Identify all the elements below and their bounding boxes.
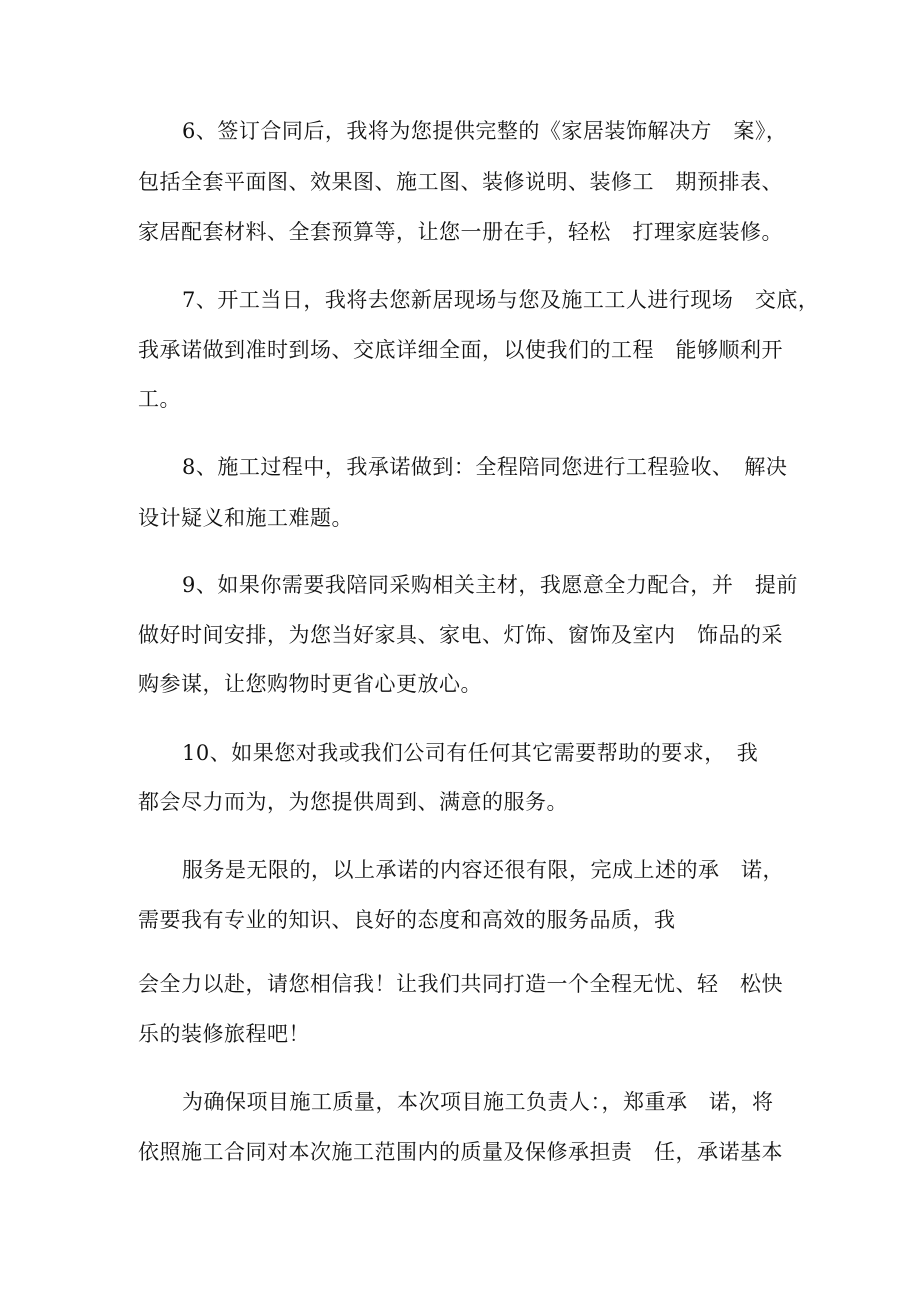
text-line: 10、如果您对我或我们公司有任何其它需要帮助的要求， 我: [182, 741, 759, 765]
text-line: 做好时间安排，为您当好家具、家电、灯饰、窗饰及室内 饰品的采: [138, 623, 783, 647]
text-line: 7、开工当日，我将去您新居现场与您及施工工人进行现场 交底，: [182, 288, 820, 312]
text-line: 我承诺做到准时到场、交底详细全面，以使我们的工程 能够顺利开: [138, 338, 783, 362]
text-line: 设计疑义和施工难题。: [138, 506, 353, 530]
text-line: 包括全套平面图、效果图、施工图、装修说明、装修工 期预排表、: [138, 170, 783, 194]
text-line: 工。: [138, 387, 181, 411]
text-line: 乐的装修旅程吧！: [138, 1022, 310, 1046]
text-line: 8、施工过程中，我承诺做到：全程陪同您进行工程验收、 解决: [182, 455, 788, 479]
text-line: 家居配套材料、全套预算等，让您一册在手，轻松 打理家庭装修。: [138, 220, 783, 244]
text-line: 为确保项目施工质量，本次项目施工负责人：，郑重承 诺，将: [182, 1090, 774, 1114]
text-line: 购参谋，让您购物时更省心更放心。: [138, 672, 482, 696]
text-line: 会全力以赴，请您相信我！让我们共同打造一个全程无忧、轻 松快: [138, 972, 783, 996]
text-line: 都会尽力而为，为您提供周到、满意的服务。: [138, 790, 568, 814]
text-line: 依照施工合同对本次施工范围内的质量及保修承担责 任，承诺基本: [138, 1140, 783, 1164]
text-line: 服务是无限的，以上承诺的内容还很有限，完成上述的承 诺，: [182, 858, 784, 882]
text-line: 需要我有专业的知识、良好的态度和高效的服务品质，我: [138, 908, 676, 932]
text-line: 6、签订合同后，我将为您提供完整的《家居装饰解决方 案》，: [182, 119, 788, 143]
text-line: 9、如果你需要我陪同采购相关主材，我愿意全力配合，并 提前: [182, 573, 798, 597]
